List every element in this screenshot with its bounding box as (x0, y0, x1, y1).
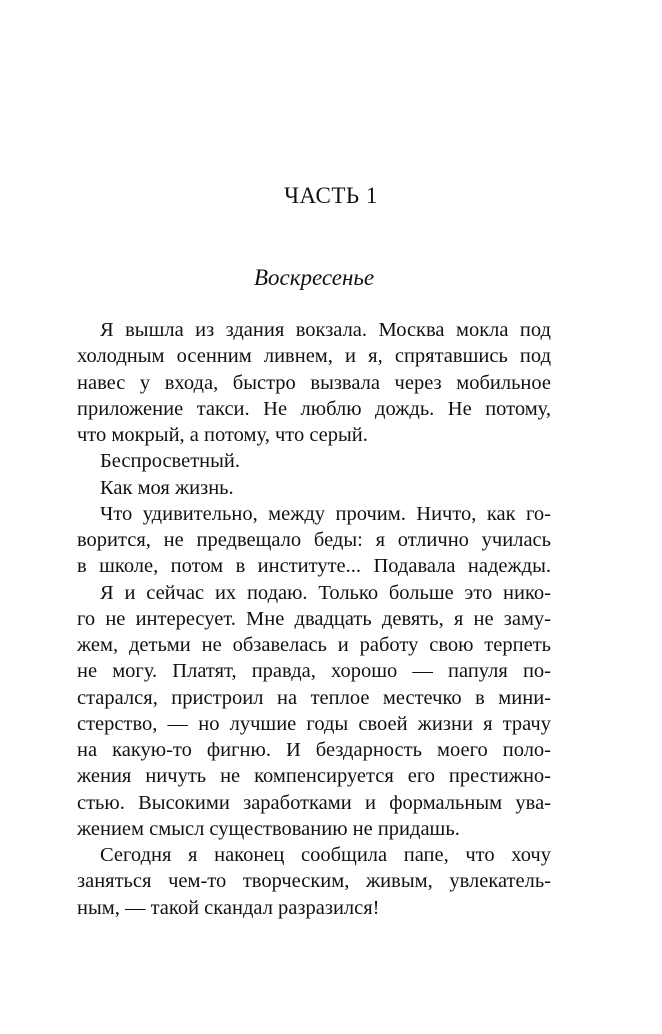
text-line: не могу. Платят, правда, хорошо — папуля по- (77, 660, 551, 683)
body-text (77, 317, 551, 921)
text-line: ворится, не предвещало беды: я отлично училась (77, 529, 551, 551)
text-line: приложение такси. Не люблю дождь. Не потому, (77, 397, 551, 420)
text-line: го не интересует. Мне двадцать девять, я не заму- (77, 607, 551, 630)
text-line: на какую-то фигню. И бездарность моего поло- (77, 739, 551, 761)
text-line: стерство, — но лучшие годы своей жизни я трачу (77, 712, 551, 735)
part-title: ЧАСТЬ 1 (284, 183, 378, 208)
text-line: жем, детьми не обзавелась и работу свою терпеть (77, 634, 551, 656)
text-line: Как моя жизнь. (100, 476, 234, 499)
text-line: в школе, потом в институте... Подавала надежды. (77, 555, 551, 578)
chapter-title: Воскресенье (253, 265, 375, 290)
text-line: что мокрый, а потому, что серый. (77, 424, 368, 446)
text-line: навес у входа, быстро вызвала через мобильное (77, 371, 551, 394)
text-line: Сегодня я наконец сообщила папе, что хочу (100, 844, 551, 866)
text-line: Беспросветный. (100, 450, 241, 473)
text-line: холодным осенним ливнем, и я, спрятавшись под (77, 345, 551, 368)
text-line: Что удивительно, между прочим. Ничто, как го- (100, 502, 551, 525)
text-line: заняться чем-то творческим, живым, увлекатель- (77, 870, 551, 893)
text-line: Я и сейчас их подаю. Только больше это нико- (100, 581, 551, 604)
text-line: Я вышла из здания вокзала. Москва мокла под (100, 319, 551, 341)
text-line: жения ничуть не компенсируется его престижно- (77, 765, 551, 788)
text-line: старался, пристроил на теплое местечко в мини- (77, 686, 551, 709)
text-line: стью. Высокими заработками и формальным ува- (77, 791, 551, 814)
text-line: жением смысл существованию не придашь. (77, 817, 460, 840)
text-line: ным, — такой скандал разразился! (77, 896, 380, 919)
